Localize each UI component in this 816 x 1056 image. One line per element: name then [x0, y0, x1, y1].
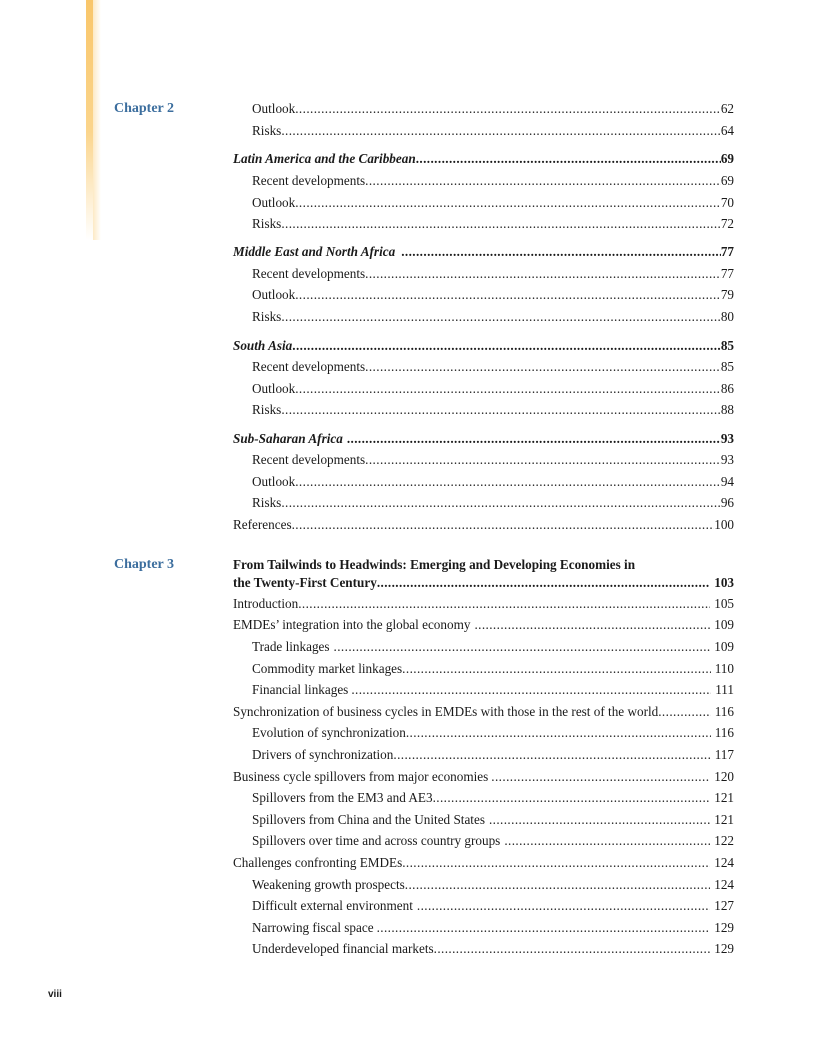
leader-dots	[365, 265, 721, 283]
toc-entry-title: Evolution of synchronization	[252, 725, 406, 740]
toc-entry[interactable]	[233, 172, 734, 190]
toc-entry-title: Outlook	[252, 287, 296, 302]
toc-entry-title: Spillovers from China and the United States	[252, 812, 485, 827]
toc-entry[interactable]	[233, 194, 734, 212]
toc-entry-title: Introduction	[233, 596, 299, 611]
toc-entry-title: Risks	[252, 309, 282, 324]
toc-entry[interactable]	[233, 638, 734, 656]
toc-section-page: 93	[720, 431, 734, 446]
toc-entry-page: 129	[714, 941, 734, 956]
leader-dots	[292, 337, 721, 355]
toc-entry[interactable]	[233, 401, 734, 419]
toc-entry-page: 69	[720, 173, 734, 188]
leader-dots	[365, 172, 721, 190]
leader-dots	[395, 243, 721, 261]
toc-entry[interactable]	[233, 940, 734, 958]
toc-entry-page: 122	[714, 833, 734, 848]
toc-entry[interactable]	[233, 660, 734, 678]
toc-entry-page: 109	[714, 639, 734, 654]
toc-entry[interactable]	[233, 681, 734, 699]
toc-entry-title: Risks	[252, 402, 282, 417]
leader-dots	[281, 122, 720, 140]
toc-entry-title: Recent developments	[252, 173, 366, 188]
leader-dots	[348, 681, 711, 699]
leader-dots	[295, 100, 721, 118]
toc-entry-title: Spillovers from the EM3 and AE3	[252, 790, 433, 805]
leader-dots	[365, 451, 721, 469]
leader-dots	[488, 768, 710, 786]
toc-section-title: South Asia	[233, 338, 293, 353]
leader-dots	[295, 286, 721, 304]
toc-entry[interactable]	[233, 897, 734, 915]
leader-dots	[416, 150, 721, 168]
leader-dots	[402, 854, 710, 872]
toc-entry-title: Commodity market linkages	[252, 661, 403, 676]
toc-entry-title: Underdeveloped financial markets	[252, 941, 434, 956]
chapter-3-label: Chapter 3	[114, 557, 175, 572]
toc-entry[interactable]	[233, 516, 734, 534]
toc-section-page: 85	[720, 338, 734, 353]
toc-entry-page: 85	[720, 359, 734, 374]
toc-entry[interactable]	[233, 451, 734, 469]
toc-entry[interactable]	[233, 768, 734, 786]
chapter-3-title-line1: From Tailwinds to Headwinds: Emerging and Developing Economies in	[233, 557, 636, 572]
leader-dots	[281, 308, 720, 326]
leader-dots	[406, 724, 711, 742]
toc-entry-page: 117	[714, 747, 734, 762]
toc-entry-page: 121	[714, 812, 734, 827]
toc-entry[interactable]	[233, 724, 734, 742]
leader-dots	[658, 703, 710, 721]
toc-entry-title: Outlook	[252, 195, 296, 210]
toc-entry-title: Trade linkages	[252, 639, 330, 654]
chapter-3-title-page: 103	[714, 575, 734, 590]
leader-dots	[365, 358, 721, 376]
toc-entry[interactable]	[233, 100, 734, 118]
toc-entry-title: Challenges confronting EMDEs	[233, 855, 403, 870]
toc-entry-title: Synchronization of business cycles in EMDEs with those in the rest of the world	[233, 704, 659, 719]
toc-entry-title: Narrowing fiscal space	[252, 920, 374, 935]
toc-entry-page: 79	[720, 287, 734, 302]
page-number: viii	[48, 989, 62, 1000]
toc-entry-title: Business cycle spillovers from major economies	[233, 769, 489, 784]
toc-entry-page: 110	[714, 661, 734, 676]
toc-entry[interactable]	[233, 286, 734, 304]
toc-entry[interactable]	[233, 832, 734, 850]
toc-entry-title: Risks	[252, 216, 282, 231]
toc-entry[interactable]	[233, 215, 734, 233]
toc-entry-page: 64	[720, 123, 734, 138]
toc-entry[interactable]	[233, 854, 734, 872]
toc-section[interactable]	[233, 150, 734, 168]
toc-entry[interactable]	[233, 265, 734, 283]
leader-dots	[405, 876, 710, 894]
toc-entry[interactable]	[233, 358, 734, 376]
toc-entry[interactable]	[233, 876, 734, 894]
toc-entry[interactable]	[233, 616, 734, 634]
toc-entry[interactable]	[233, 473, 734, 491]
toc-section-title: Latin America and the Caribbean	[233, 151, 416, 166]
chapter-3-title[interactable]	[233, 556, 734, 592]
toc-entry[interactable]	[233, 122, 734, 140]
chapter-3-title-line2-text: the Twenty-First Century	[233, 575, 377, 590]
toc-entry-page: 116	[714, 725, 734, 740]
toc-entry-title: Outlook	[252, 474, 296, 489]
toc-section[interactable]	[233, 337, 734, 355]
toc-entry-page: 93	[720, 452, 734, 467]
leader-dots	[500, 832, 710, 850]
leader-dots	[298, 595, 710, 613]
leader-dots	[413, 897, 710, 915]
toc-entry-page: 94	[720, 474, 734, 489]
toc-entry-title: Recent developments	[252, 452, 366, 467]
leader-dots	[295, 473, 721, 491]
leader-dots	[393, 746, 710, 764]
toc-entry-title: Weakening growth prospects	[252, 877, 405, 892]
toc-entry-page: 127	[714, 898, 734, 913]
leader-dots	[470, 616, 710, 634]
toc-entry[interactable]	[233, 494, 734, 512]
leader-dots	[292, 516, 715, 534]
toc-entry-title: Recent developments	[252, 266, 366, 281]
toc-entry[interactable]	[233, 811, 734, 829]
leader-dots	[343, 430, 721, 448]
toc-entry-title: Drivers of synchronization	[252, 747, 394, 762]
toc-entry-page: 62	[720, 101, 734, 116]
toc-entry-title: Spillovers over time and across country groups	[252, 833, 501, 848]
toc-entry-page: 121	[714, 790, 734, 805]
toc-entry-page: 96	[720, 495, 734, 510]
toc-entry[interactable]	[233, 746, 734, 764]
toc-entry-page: 86	[720, 381, 734, 396]
leader-dots	[295, 380, 721, 398]
toc-entry-page: 72	[720, 216, 734, 231]
leader-dots	[295, 194, 721, 212]
toc-section-page: 77	[720, 244, 734, 259]
toc-entry[interactable]	[233, 380, 734, 398]
toc-entry-title: Financial linkages	[252, 682, 349, 697]
toc-entry-title: Outlook	[252, 101, 296, 116]
leader-dots	[281, 215, 720, 233]
toc-section[interactable]	[233, 430, 734, 448]
leader-dots	[281, 494, 720, 512]
toc-entry-title: References	[233, 517, 292, 532]
toc-entry[interactable]	[233, 595, 734, 613]
toc-entry-page: 109	[714, 617, 734, 632]
toc-entry-page: 70	[720, 195, 734, 210]
leader-dots	[434, 940, 711, 958]
toc-section[interactable]	[233, 243, 734, 261]
chapter-3-title-line2	[233, 574, 734, 592]
toc-entry[interactable]	[233, 789, 734, 807]
toc-entry[interactable]	[233, 308, 734, 326]
toc-section-title: Sub-Saharan Africa	[233, 431, 343, 446]
toc-section-title: Middle East and North Africa	[233, 244, 396, 259]
toc-section-page: 69	[720, 151, 734, 166]
leader-dots	[377, 574, 710, 592]
decorative-accent-bar	[86, 0, 93, 240]
toc-entry-page: 120	[714, 769, 734, 784]
toc-entry-page: 105	[714, 596, 734, 611]
toc-entry-page: 129	[714, 920, 734, 935]
toc-entry-title: EMDEs’ integration into the global economy	[233, 617, 471, 632]
leader-dots	[330, 638, 711, 656]
toc-entry-page: 116	[714, 704, 734, 719]
toc-entry[interactable]	[233, 919, 734, 937]
toc-entry-page: 111	[715, 682, 734, 697]
toc-entry-title: Risks	[252, 123, 282, 138]
leader-dots	[433, 789, 711, 807]
toc-entry-title: Risks	[252, 495, 282, 510]
toc-entry-title: Difficult external environment	[252, 898, 413, 913]
leader-dots	[281, 401, 720, 419]
toc-entry-title: Recent developments	[252, 359, 366, 374]
leader-dots	[485, 811, 710, 829]
toc-entry-page: 88	[720, 402, 734, 417]
toc-entry-page: 100	[714, 517, 734, 532]
leader-dots	[374, 919, 711, 937]
leader-dots	[402, 660, 711, 678]
chapter-2-label: Chapter 2	[114, 101, 175, 116]
toc-entry[interactable]	[233, 703, 734, 721]
toc-entry-page: 124	[714, 855, 734, 870]
toc-entry-title: Outlook	[252, 381, 296, 396]
toc-entry-page: 124	[714, 877, 734, 892]
toc-entry-page: 80	[720, 309, 734, 324]
toc-entry-page: 77	[720, 266, 734, 281]
